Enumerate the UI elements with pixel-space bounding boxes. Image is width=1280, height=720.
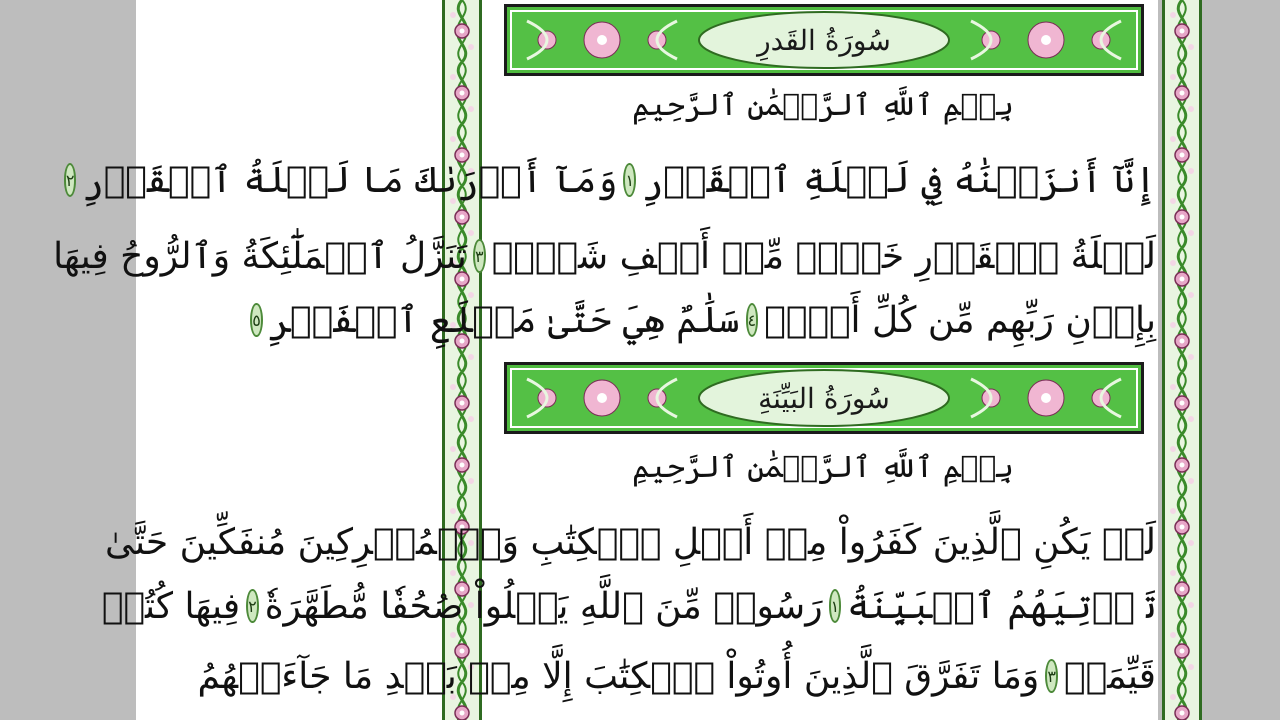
verse-line-4 xyxy=(105,514,1156,570)
mushaf-page xyxy=(53,0,1156,720)
verse-line-6 xyxy=(197,648,1156,704)
verse-line-1 xyxy=(65,152,1156,208)
verse-text: فِيهَا كُتُبٞ xyxy=(101,585,241,627)
ayah-number-marker: ٤ xyxy=(746,303,759,337)
ayah-number-marker: ٥ xyxy=(250,303,263,337)
ayah-number-marker: ٢ xyxy=(64,163,77,197)
verse-text: وَمَآ أَدۡرَىٰكَ مَا لَيۡلَةُ ٱلۡقَدۡرِ xyxy=(82,159,618,201)
surah-header-banner-al-bayyinah xyxy=(504,362,1144,434)
verse-text: قَيِّمَةٞ xyxy=(1063,655,1156,697)
verse-line-3 xyxy=(252,292,1156,348)
basmala-2: بِسۡمِ ٱللَّهِ ٱلرَّحۡمَٰنِ ٱلرَّحِيمِ xyxy=(632,450,1014,485)
page-content xyxy=(53,0,1158,720)
ayah-number-marker: ١ xyxy=(623,163,636,197)
verse-text: رَسُولٞ مِّنَ ٱللَّهِ يَتۡلُواْ صُحُفٗا مُّطَهَّرَةٗ xyxy=(264,585,823,627)
surah-title-al-bayyinah: سُورَةُ البَيِّنَةِ xyxy=(758,381,890,415)
ayah-number-marker: ٣ xyxy=(473,239,486,273)
verse-text: لَمۡ يَكُنِ ٱلَّذِينَ كَفَرُواْ مِنۡ أَهۡلِ ٱلۡكِتَٰبِ وَٱلۡمُشۡرِكِينَ مُنفَكِّينَ حَتَّىٰ xyxy=(105,521,1156,563)
verse-text: وَمَا تَفَرَّقَ ٱلَّذِينَ أُوتُواْ ٱلۡكِتَٰبَ إِلَّا مِنۢ بَعۡدِ مَا جَآءَتۡهُمُ xyxy=(197,655,1040,697)
verse-text: تَنَزَّلُ ٱلۡمَلَٰٓئِكَةُ وَٱلرُّوحُ فِيهَا xyxy=(53,235,467,277)
basmala-1: بِسۡمِ ٱللَّهِ ٱلرَّحۡمَٰنِ ٱلرَّحِيمِ xyxy=(632,88,1014,123)
verse-text: إِنَّآ أَنزَلۡنَٰهُ فِي لَيۡلَةِ ٱلۡقَدۡرِ xyxy=(642,159,1156,201)
right-ornamental-border xyxy=(1162,0,1202,720)
verse-line-5 xyxy=(101,578,1156,634)
verse-text: تَأۡتِيَهُمُ ٱلۡبَيِّنَةُ xyxy=(847,585,1156,627)
verse-text: بِإِذۡنِ رَبِّهِم مِّن كُلِّ أَمۡرٖ xyxy=(764,299,1156,341)
surah-title-al-qadr: سُورَةُ القَدرِ xyxy=(757,23,891,57)
surah-header-banner-al-qadr xyxy=(504,4,1144,76)
verse-line-2 xyxy=(53,228,1156,284)
ayah-number-marker: ١ xyxy=(829,589,842,623)
ayah-number-marker: ٢ xyxy=(246,589,259,623)
verse-text: لَيۡلَةُ ٱلۡقَدۡرِ خَيۡرٞ مِّنۡ أَلۡفِ شَهۡرٖ xyxy=(491,235,1156,277)
ayah-number-marker: ٣ xyxy=(1045,659,1058,693)
verse-text: سَلَٰمٌ هِيَ حَتَّىٰ مَطۡلَعِ ٱلۡفَجۡرِ xyxy=(268,299,740,341)
